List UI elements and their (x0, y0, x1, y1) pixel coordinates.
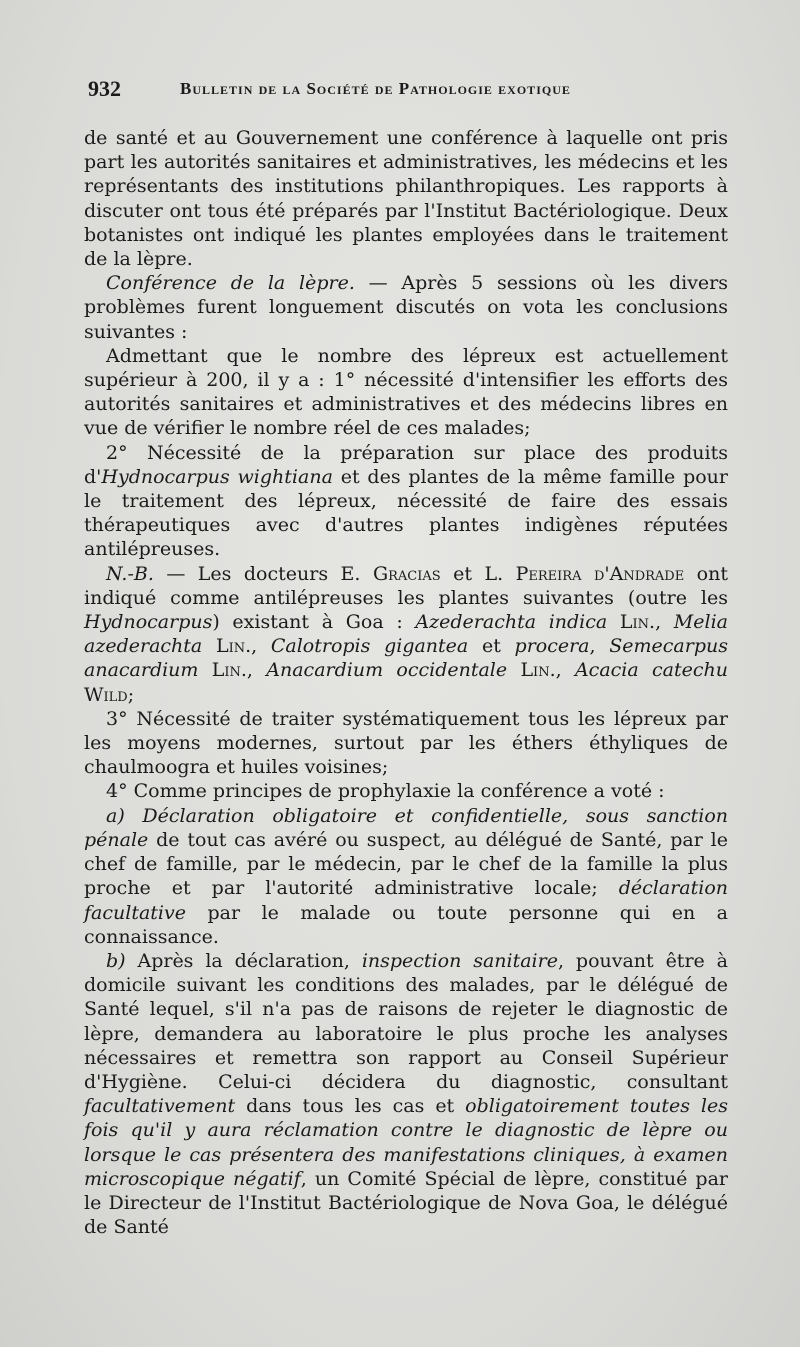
paragraph-1: de santé et au Gouvernement une conférence à laquelle ont pris part les autorités sanitaires et administratives, les médecins et les représentants des institutions philanthropiques. Les rapports à discuter ont tous été préparés par l'Institut Bactériologique. Deux botanistes ont indiqué les plantes employées dans le traitement de la lèpre. (84, 127, 728, 271)
paragraph-6: 3° Nécessité de traiter systématiquement tous les lépreux par les moyens modernes, surtout par les éthers éthyliques de chaulmoogra et huiles voisines; (84, 707, 728, 779)
running-title: Bulletin de la Société de Pathologie exotique (180, 79, 571, 98)
paragraph-2: Conférence de la lèpre. — Après 5 sessions où les divers problèmes furent longuement discutés on vota les conclusions suivantes : (84, 272, 729, 343)
section-title: Conférence de la lèpre. (106, 272, 355, 295)
page-number: 932 (88, 76, 121, 101)
paragraph-8: a) Déclaration obligatoire et confidentielle, sous sanction pénale de tout cas avéré ou suspect, au délégué de Santé, par le chef de famille, par le médecin, par le chef de la famille la plus proche et par l'autorité administrative locale; déclaration facultative par le malade ou toute personne qui en a connaissance. (84, 804, 728, 948)
paragraph-5-nb: N.-B. — Les docteurs E. Gracias et L. Pereira d'Andrade ont indiqué comme antilépreuses les plantes suivantes (outre les Hydnocarpus) existant à Goa : Azederachta indica Lin., Melia azederachta Lin., Calotropis gigantea et procera, Semecarpus anacardium Lin., Anacardium occidentale Lin., Acacia catechu Wild; (84, 562, 728, 706)
paragraph-7: 4° Comme principes de prophylaxie la conférence a voté : (106, 780, 665, 803)
body-text (84, 126, 728, 1239)
paragraph-4: 2° Nécessité de la préparation sur place des produits d'Hydnocarpus wightiana et des plantes de la même famille pour le traitement des lépreux, nécessité de faire des essais thérapeutiques avec d'autres plantes indigènes réputées antilépreuses. (84, 441, 729, 561)
page-header (88, 76, 728, 106)
paragraph-3: Admettant que le nombre des lépreux est actuellement supérieur à 200, il y a : 1° nécessité d'intensifier les efforts des autorités sanitaires et administratives et des médecins libres en vue de vérifier le nombre réel de ces malades; (84, 344, 728, 440)
paragraph-9: b) Après la déclaration, inspection sanitaire, pouvant être à domicile suivant les conditions des malades, par le délégué de Santé lequel, s'il n'a pas de raisons de rejeter le diagnostic de lèpre, demandera au laboratoire le plus proche les analyses nécessaires et remettra son rapport au Conseil Supérieur d'Hygiène. Celui-ci décidera du diagnostic, consultant facultativement dans tous les cas et obligatoirement toutes les fois qu'il y aura réclamation contre le diagnostic de lèpre ou lorsque le cas présentera des manifestations cliniques, à examen microscopique négatif, un Comité Spécial de lèpre, constitué par le Directeur de l'Institut Bactériologique de Nova Goa, le délégué de Santé (84, 949, 728, 1239)
